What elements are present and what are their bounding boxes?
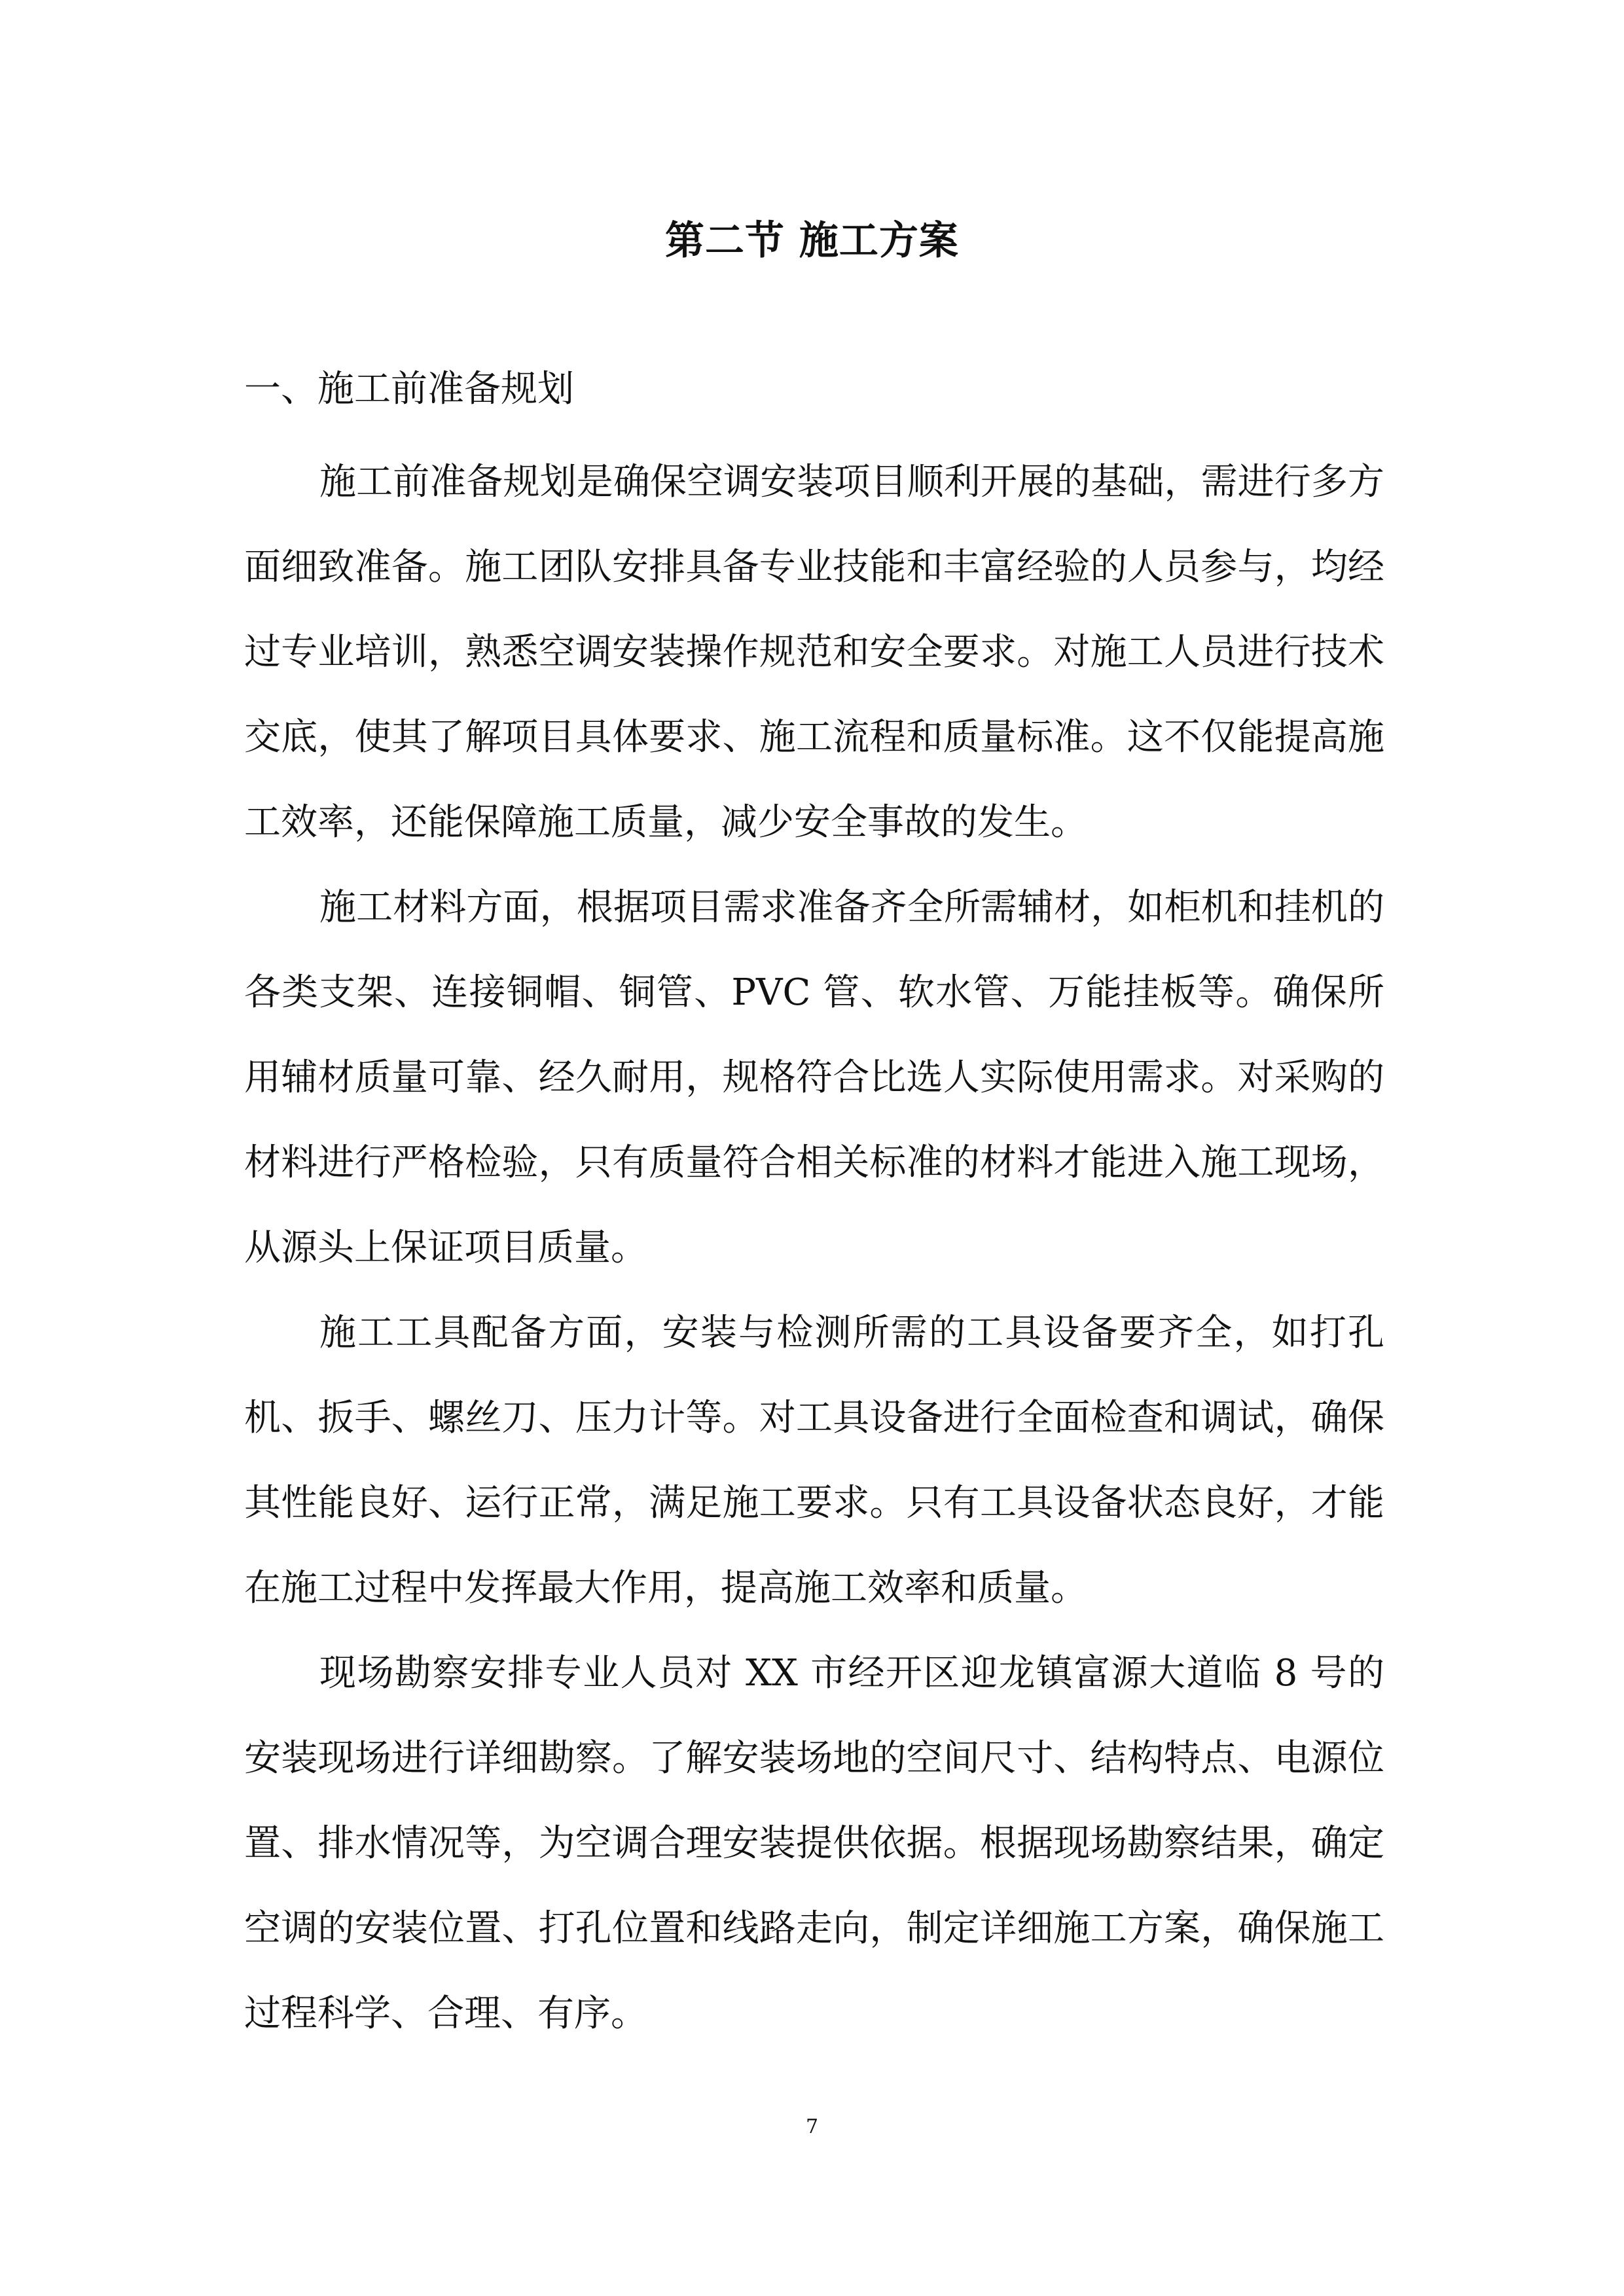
section-heading: 一、施工前准备规划: [244, 368, 574, 410]
paragraph: 施工材料方面，根据项目需求准备齐全所需辅材，如柜机和挂机的各类支架、连接铜帽、铜管、PVC 管、软水管、万能挂板等。确保所用辅材质量可靠、经久耐用，规格符合比选人实际使用需求。对采购的材料进行严格检验，只有质量符合相关标准的材料才能进入施工现场，从源头上保证项目质量。: [244, 886, 1384, 1269]
body-text: [244, 440, 1384, 2056]
paragraph: 施工工具配备方面，安装与检测所需的工具设备要齐全，如打孔机、扳手、螺丝刀、压力计等。对工具设备进行全面检查和调试，确保其性能良好、运行正常，满足施工要求。只有工具设备状态良好，才能在施工过程中发挥最大作用，提高施工效率和质量。: [244, 1312, 1384, 1609]
page-title: 第二节 施工方案: [665, 218, 959, 264]
paragraph: 施工前准备规划是确保空调安装项目顺利开展的基础，需进行多方面细致准备。施工团队安排具备专业技能和丰富经验的人员参与，均经过专业培训，熟悉空调安装操作规范和安全要求。对施工人员进行技术交底，使其了解项目具体要求、施工流程和质量标准。这不仅能提高施工效率，还能保障施工质量，减少安全事故的发生。: [244, 461, 1384, 844]
paragraph: 现场勘察安排专业人员对 XX 市经开区迎龙镇富源大道临 8 号的安装现场进行详细勘察。了解安装场地的空间尺寸、结构特点、电源位置、排水情况等，为空调合理安装提供依据。根据现场勘察结果，确定空调的安装位置、打孔位置和线路走向，制定详细施工方案，确保施工过程科学、合理、有序。: [244, 1652, 1384, 2035]
page-number: 7: [805, 2115, 819, 2138]
